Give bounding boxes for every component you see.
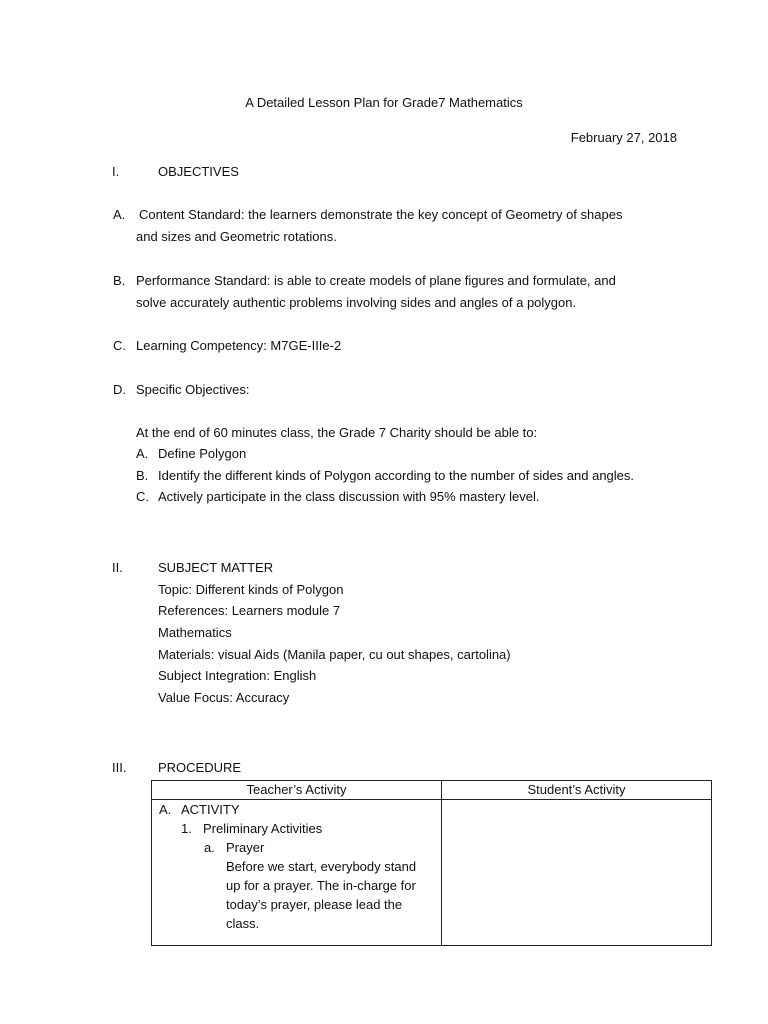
prayer-letter: a. [204,840,215,855]
prayer-text-line: Before we start, everybody stand [226,859,417,874]
activity-letter: A. [159,802,172,817]
objective-b-letter: B. [113,273,126,288]
section-2-numeral: II. [112,560,123,575]
subject-matter-line: References: Learners module 7 [158,603,341,618]
activity-label: ACTIVITY [181,802,240,817]
subject-matter-line: Materials: visual Aids (Manila paper, cu out shapes, cartolina) [158,647,511,662]
specific-a-text: Define Polygon [158,446,247,461]
objective-d-letter: D. [113,382,126,397]
teacher-activity-cell [152,800,442,946]
prayer-label: Prayer [226,840,265,855]
student-activity-header: Student’s Activity [442,781,712,800]
objective-a-line2: and sizes and Geometric rotations. [136,229,337,244]
subject-matter-line: Mathematics [158,625,232,640]
prayer-text-line: up for a prayer. The in-charge for [226,878,416,893]
specific-c-text: Actively participate in the class discussion with 95% mastery level. [158,489,540,504]
procedure-table [151,780,712,946]
student-activity-cell [442,800,712,946]
section-1-heading: OBJECTIVES [158,164,239,179]
subject-matter-line: Value Focus: Accuracy [158,690,290,705]
section-1-numeral: I. [112,164,120,179]
procedure-table-header-row [152,781,712,800]
preliminary-number: 1. [181,821,192,836]
preliminary-label: Preliminary Activities [203,821,323,836]
document-date: February 27, 2018 [570,130,677,145]
prayer-text-line: class. [226,916,260,931]
section-2-heading: SUBJECT MATTER [158,560,274,575]
subject-matter-line: Topic: Different kinds of Polygon [158,582,344,597]
document-title: A Detailed Lesson Plan for Grade7 Mathematics [245,95,523,110]
objective-a-line1: Content Standard: the learners demonstrate the key concept of Geometry of shapes [139,207,623,222]
procedure-table-row [152,800,712,946]
specific-b-text: Identify the different kinds of Polygon according to the number of sides and angles. [158,468,635,483]
prayer-text-line: today’s prayer, please lead the [226,897,403,912]
section-3-numeral: III. [112,760,127,775]
objective-c-line1: Learning Competency: M7GE-IIIe-2 [136,338,342,353]
objective-b-line2: solve accurately authentic problems involving sides and angles of a polygon. [136,295,577,310]
specific-c-letter: C. [136,489,149,504]
objective-d-line1: Specific Objectives: [136,382,250,397]
section-3-heading: PROCEDURE [158,760,242,775]
specific-objectives-intro: At the end of 60 minutes class, the Grade 7 Charity should be able to: [136,425,538,440]
objective-b-line1: Performance Standard: is able to create models of plane figures and formulate, and [136,273,616,288]
objective-a-letter: A. [113,207,126,222]
objective-c-letter: C. [113,338,126,353]
specific-a-letter: A. [136,446,149,461]
specific-b-letter: B. [136,468,149,483]
subject-matter-line: Subject Integration: English [158,668,317,683]
teacher-activity-header: Teacher’s Activity [152,781,442,800]
